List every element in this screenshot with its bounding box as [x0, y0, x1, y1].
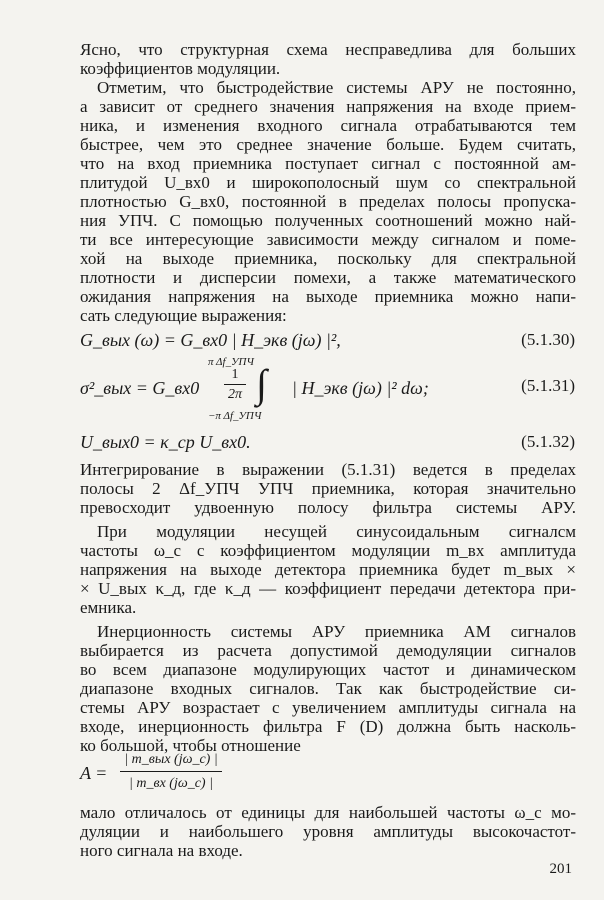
- page-number: 201: [549, 861, 572, 877]
- text-line: емника.: [80, 598, 137, 617]
- text-line: плитудой U_вх0 и широкополосный шум со спектральной: [80, 173, 576, 192]
- integral-upper-limit: π Δf_УПЧ: [208, 356, 254, 368]
- text-line: хой на выходе приемника, поскольку для спектральной: [80, 249, 576, 268]
- text-line: дуляции и наибольшего уровня амплитуды высокочастот-: [80, 822, 576, 841]
- text-line: плотностью G_вх0, постоянной в пределах полосы пропуска-: [80, 192, 576, 211]
- ratio-lhs: A =: [80, 763, 108, 783]
- text-line: Отметим, что быстродействие системы АРУ не постоянно,: [97, 78, 576, 97]
- equation-number: (5.1.31): [521, 376, 575, 395]
- text-line: ного сигнала на входе.: [80, 841, 243, 860]
- fraction-bar: [224, 384, 246, 385]
- text-line: Инерционность системы АРУ приемника АМ сигналов: [97, 622, 576, 641]
- text-line: плотности и дисперсии помехи, а также математического: [80, 268, 576, 287]
- text-line: ника, и изменения входного сигнала отрабатываются тем: [80, 116, 576, 135]
- text-line: напряжения на выходе детектора приемника будет m_вых ×: [80, 560, 576, 579]
- text-line: выбирается из расчета допустимой демодуляции сигналов: [80, 641, 576, 660]
- text-line: что на вход приемника поступает сигнал с постоянной ам-: [80, 154, 576, 173]
- text-line: а зависит от среднего значения напряжения на входе прием-: [80, 97, 576, 116]
- text-line: превосходит удвоенную полосу фильтра системы АРУ.: [80, 498, 576, 517]
- text-line: ния УПЧ. С помощью полученных соотношений можно най-: [80, 211, 576, 230]
- text-line: коэффициентов модуляции.: [80, 59, 281, 78]
- text-line: стемы АРУ возрастает с увеличением амплитуды сигнала на: [80, 698, 576, 717]
- integral-sign: ∫: [256, 361, 267, 406]
- equation-number: (5.1.30): [521, 330, 575, 349]
- text-line: мало отличалось от единицы для наибольшей частоты ω_c мо-: [80, 803, 576, 822]
- ratio-numerator: | m_вых (jω_c) |: [124, 752, 218, 767]
- coef-numerator: 1: [231, 367, 239, 382]
- text-line: сать следующие выражения:: [80, 306, 287, 325]
- text-line: входе, инерционность фильтра F (D) должна быть насколь-: [80, 717, 576, 736]
- text-line: ко большой, чтобы отношение: [80, 736, 301, 755]
- integral-lower-limit: −π Δf_УПЧ: [208, 410, 262, 422]
- text-line: частоты ω_c с коэффициентом модуляции m_вх амплитуда: [80, 541, 576, 560]
- ratio-denominator: | m_вх (jω_c) |: [129, 776, 213, 791]
- text-line: ожидания напряжения на выходе приемника можно напи-: [80, 287, 576, 306]
- equation-5-1-32: U_вых0 = κ_ср U_вх0.: [80, 432, 251, 452]
- equation-5-1-31-lhs: σ²_вых = G_вх0: [80, 378, 200, 398]
- text-line: диапазоне входных сигналов. Так как быстродействие си-: [80, 679, 576, 698]
- text-line: быстрее, чем это среднее значение больше. Будем считать,: [80, 135, 576, 154]
- ratio-fraction-bar: [120, 771, 222, 772]
- equation-5-1-30: G_вых (ω) = G_вх0 | H_экв (jω) |²,: [80, 330, 341, 350]
- integrand: | H_экв (jω) |² dω;: [292, 378, 429, 398]
- text-line: × U_вых κ_д, где κ_д — коэффициент передачи детектора при-: [80, 579, 576, 598]
- text-line: ти все интересующие зависимости между сигналом и поме-: [80, 230, 576, 249]
- text-line: Интегрирование в выражении (5.1.31) ведется в пределах: [80, 460, 576, 479]
- text-line: Ясно, что структурная схема несправедлива для больших: [80, 40, 576, 59]
- equation-number: (5.1.32): [521, 432, 575, 451]
- text-line: При модуляции несущей синусоидальным сигналсм: [97, 522, 576, 541]
- text-line: полосы 2 Δf_УПЧ УПЧ приемника, которая значительно: [80, 479, 576, 498]
- text-line: во всем диапазоне модулирующих частот и динамическом: [80, 660, 576, 679]
- coef-denominator: 2π: [227, 387, 242, 402]
